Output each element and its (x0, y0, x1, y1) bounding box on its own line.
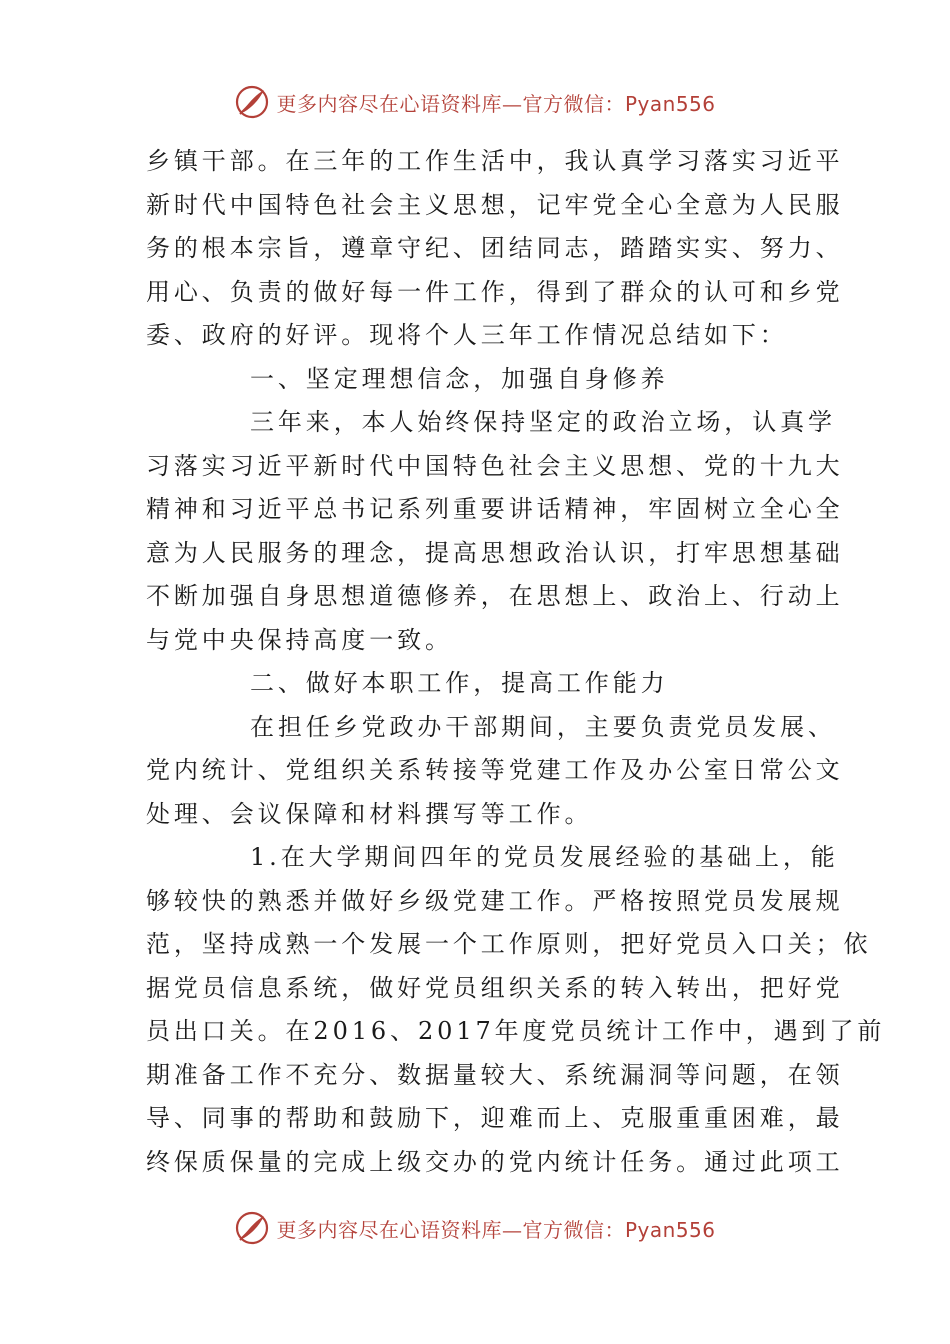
banner-text: 更多内容尽在心语资料库—官方微信：Pyan556 (276, 1217, 716, 1242)
feather-pen-logo-icon (234, 84, 270, 120)
paragraph-line: 与党中央保持高度一致。 (146, 625, 453, 654)
paragraph-line: 不断加强自身思想道德修养，在思想上、政治上、行动上 (146, 582, 844, 610)
paragraph-line: 终保质保量的完成上级交办的党内统计任务。通过此项工 (146, 1147, 844, 1176)
wechat-id: Pyan556 (624, 1217, 716, 1242)
paragraph-line: 用心、负责的做好每一件工作，得到了群众的认可和乡党 (146, 277, 844, 306)
footer-watermark-banner (0, 1208, 950, 1248)
paragraph-line: 1.在大学期间四年的党员发展经验的基础上，能 (250, 843, 839, 871)
header-watermark-banner (0, 82, 950, 122)
feather-pen-logo-icon (234, 1210, 270, 1246)
paragraph-line: 委、政府的好评。现将个人三年工作情况总结如下： (146, 321, 788, 349)
paragraph-line: 据党员信息系统，做好党员组织关系的转入转出，把好党 (146, 973, 844, 1002)
paragraph-line: 乡镇干部。在三年的工作生活中，我认真学习落实习近平 (146, 147, 844, 175)
section-heading: 二、做好本职工作，提高工作能力 (250, 669, 669, 697)
document-body (146, 140, 886, 1184)
paragraph-line: 期准备工作不充分、数据量较大、系统漏洞等问题，在领 (146, 1060, 844, 1089)
paragraph-line: 处理、会议保障和材料撰写等工作。 (146, 799, 593, 828)
paragraph-line: 三年来，本人始终保持坚定的政治立场，认真学 (250, 408, 836, 436)
paragraph-line: 精神和习近平总书记系列重要讲话精神，牢固树立全心全 (146, 495, 844, 523)
paragraph-line: 新时代中国特色社会主义思想，记牢党全心全意为人民服 (146, 190, 844, 219)
paragraph-line: 在担任乡党政办干部期间，主要负责党员发展、 (250, 712, 836, 741)
wechat-id: Pyan556 (624, 91, 716, 116)
paragraph-line: 导、同事的帮助和鼓励下，迎难而上、克服重重困难，最 (146, 1104, 844, 1132)
section-heading: 一、坚定理想信念，加强自身修养 (250, 364, 669, 393)
paragraph-line: 务的根本宗旨，遵章守纪、团结同志，踏踏实实、努力、 (146, 234, 844, 262)
paragraph-line: 够较快的熟悉并做好乡级党建工作。严格按照党员发展规 (146, 886, 844, 915)
paragraph-line: 员出口关。在2016、2017年度党员统计工作中，遇到了前 (146, 1017, 886, 1045)
banner-text: 更多内容尽在心语资料库—官方微信：Pyan556 (276, 91, 716, 116)
paragraph-line: 习落实习近平新时代中国特色社会主义思想、党的十九大 (146, 451, 844, 480)
paragraph-line: 意为人民服务的理念，提高思想政治认识，打牢思想基础 (146, 538, 844, 567)
paragraph-line: 党内统计、党组织关系转接等党建工作及办公室日常公文 (146, 756, 844, 784)
paragraph-line: 范，坚持成熟一个发展一个工作原则，把好党员入口关；依 (146, 930, 872, 958)
